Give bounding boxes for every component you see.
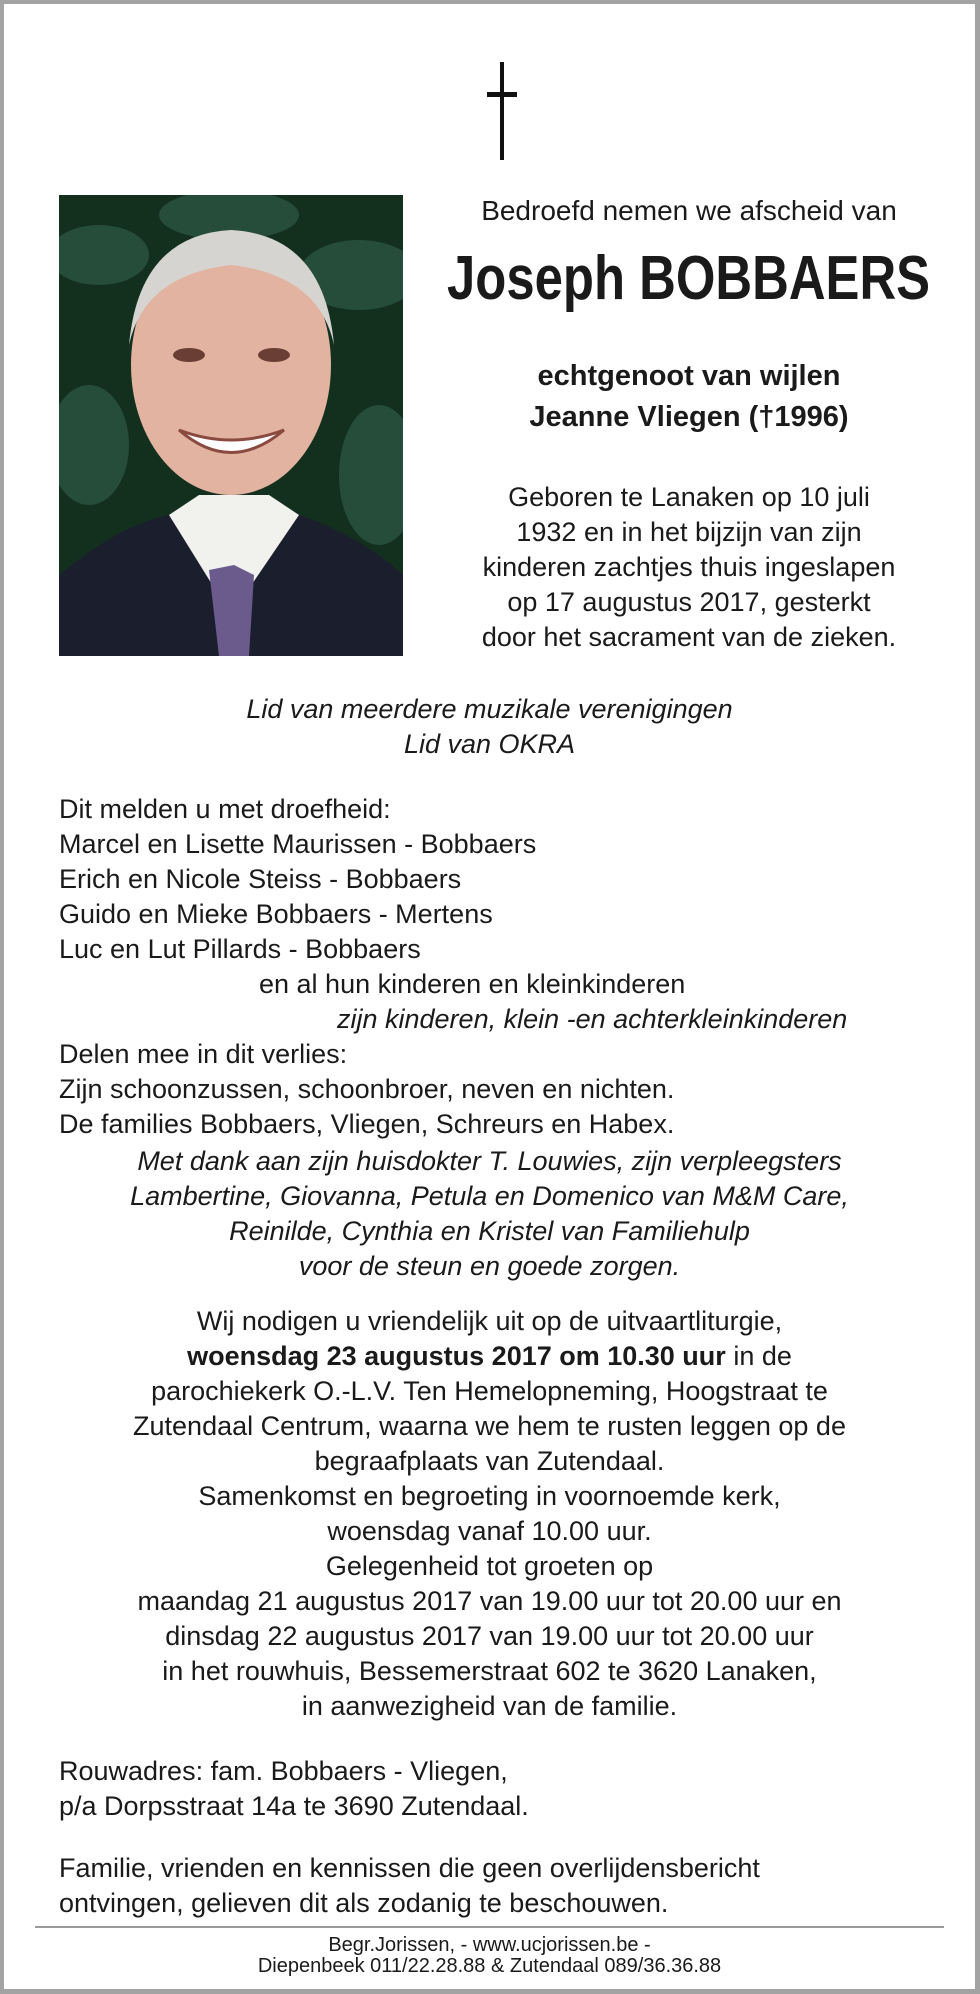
birth-line: op 17 augustus 2017, gesterkt [507,587,871,617]
funeral-date-line [4,1339,975,1374]
cross-icon [487,62,517,162]
funeral-date: woensdag 23 augustus 2017 om 10.30 uur [187,1341,726,1371]
funeral-line: maandag 21 augustus 2017 van 19.00 uur tot 20.00 uur en [137,1586,842,1616]
birth-line: 1932 en in het bijzijn van zijn [516,517,862,547]
birth-line: kinderen zachtjes thuis ingeslapen [482,552,896,582]
funeral-line: Gelegenheid tot groeten op [325,1551,654,1581]
funeral-line: Zutendaal Centrum, waarna we hem te rusten leggen op de [133,1411,846,1441]
family-member: Erich en Nicole Steiss - Bobbaers [59,864,462,894]
closing-block [59,1851,959,1921]
spouse-line: echtgenoot van wijlen [537,360,841,392]
family-member: Luc en Lut Pillards - Bobbaers [59,934,421,964]
footer-divider [35,1926,944,1928]
portrait-photo [59,195,403,656]
funeral-line: Wij nodigen u vriendelijk uit op de uitvaartliturgie, [196,1306,783,1336]
closing-line: ontvingen, gelieven dit als zodanig te beschouwen. [59,1888,669,1918]
footer-line: Diepenbeek 011/22.28.88 & Zutendaal 089/36.36.88 [257,1955,722,1977]
thanks-line: Lambertine, Giovanna, Petula en Domenico van M&M Care, [130,1181,849,1211]
deceased-name-container [429,244,949,314]
thanks-line: voor de steun en goede zorgen. [298,1251,681,1281]
funeral-line: in aanwezigheid van de familie. [301,1691,678,1721]
birth-line: door het sacrament van de zieken. [481,622,897,652]
spouse-line: Jeanne Vliegen (†1996) [529,401,849,433]
descendants-line: zijn kinderen, klein -en achterkleinkinderen [337,1004,848,1034]
funeral-line: woensdag vanaf 10.00 uur. [327,1516,652,1546]
funeral-date-rest: in de [725,1341,792,1371]
funeral-line: begraafplaats van Zutendaal. [314,1446,665,1476]
funeral-line: dinsdag 22 augustus 2017 van 19.00 uur tot 20.00 uur [165,1621,814,1651]
address-block [59,1754,939,1824]
birth-line: Geboren te Lanaken op 10 juli [508,482,870,512]
footer [4,1935,975,1977]
closing-line: Familie, vrienden en kennissen die geen overlijdensbericht [59,1853,760,1883]
membership-line: Lid van OKRA [403,729,576,759]
family-member: Guido en Mieke Bobbaers - Mertens [59,899,493,929]
funeral-line: Samenkomst en begroeting in voornoemde kerk, [198,1481,781,1511]
funeral-block [4,1304,975,1724]
deceased-name: Joseph BOBBAERS [447,244,931,313]
family-member: Marcel en Lisette Maurissen - Bobbaers [59,829,537,859]
membership-block [4,692,975,762]
address-line: Rouwadres: fam. Bobbaers - Vliegen, [59,1756,508,1786]
obituary-card [4,4,975,1989]
share-line: De families Bobbaers, Vliegen, Schreurs en Habex. [59,1109,675,1139]
share-heading: Delen mee in dit verlies: [59,1039,348,1069]
family-heading: Dit melden u met droefheid: [59,794,391,824]
birth-block [429,480,949,655]
thanks-block [4,1144,975,1284]
family-block [59,792,939,1142]
membership-line: Lid van meerdere muzikale verenigingen [246,694,733,724]
address-line: p/a Dorpsstraat 14a te 3690 Zutendaal. [59,1791,529,1821]
share-line: Zijn schoonzussen, schoonbroer, neven en nichten. [59,1074,675,1104]
thanks-line: Met dank aan zijn huisdokter T. Louwies, zijn verpleegsters [137,1146,842,1176]
thanks-line: Reinilde, Cynthia en Kristel van Familiehulp [229,1216,750,1246]
spouse-block [429,356,949,438]
grandchildren-line: en al hun kinderen en kleinkinderen [259,969,686,999]
funeral-line: in het rouwhuis, Bessemerstraat 602 te 3620 Lanaken, [162,1656,817,1686]
intro-text: Bedroefd nemen we afscheid van [481,195,897,226]
footer-line: Begr.Jorissen, - www.ucjorissen.be - [328,1934,651,1956]
funeral-line: parochiekerk O.-L.V. Ten Hemelopneming, Hoogstraat te [151,1376,828,1406]
